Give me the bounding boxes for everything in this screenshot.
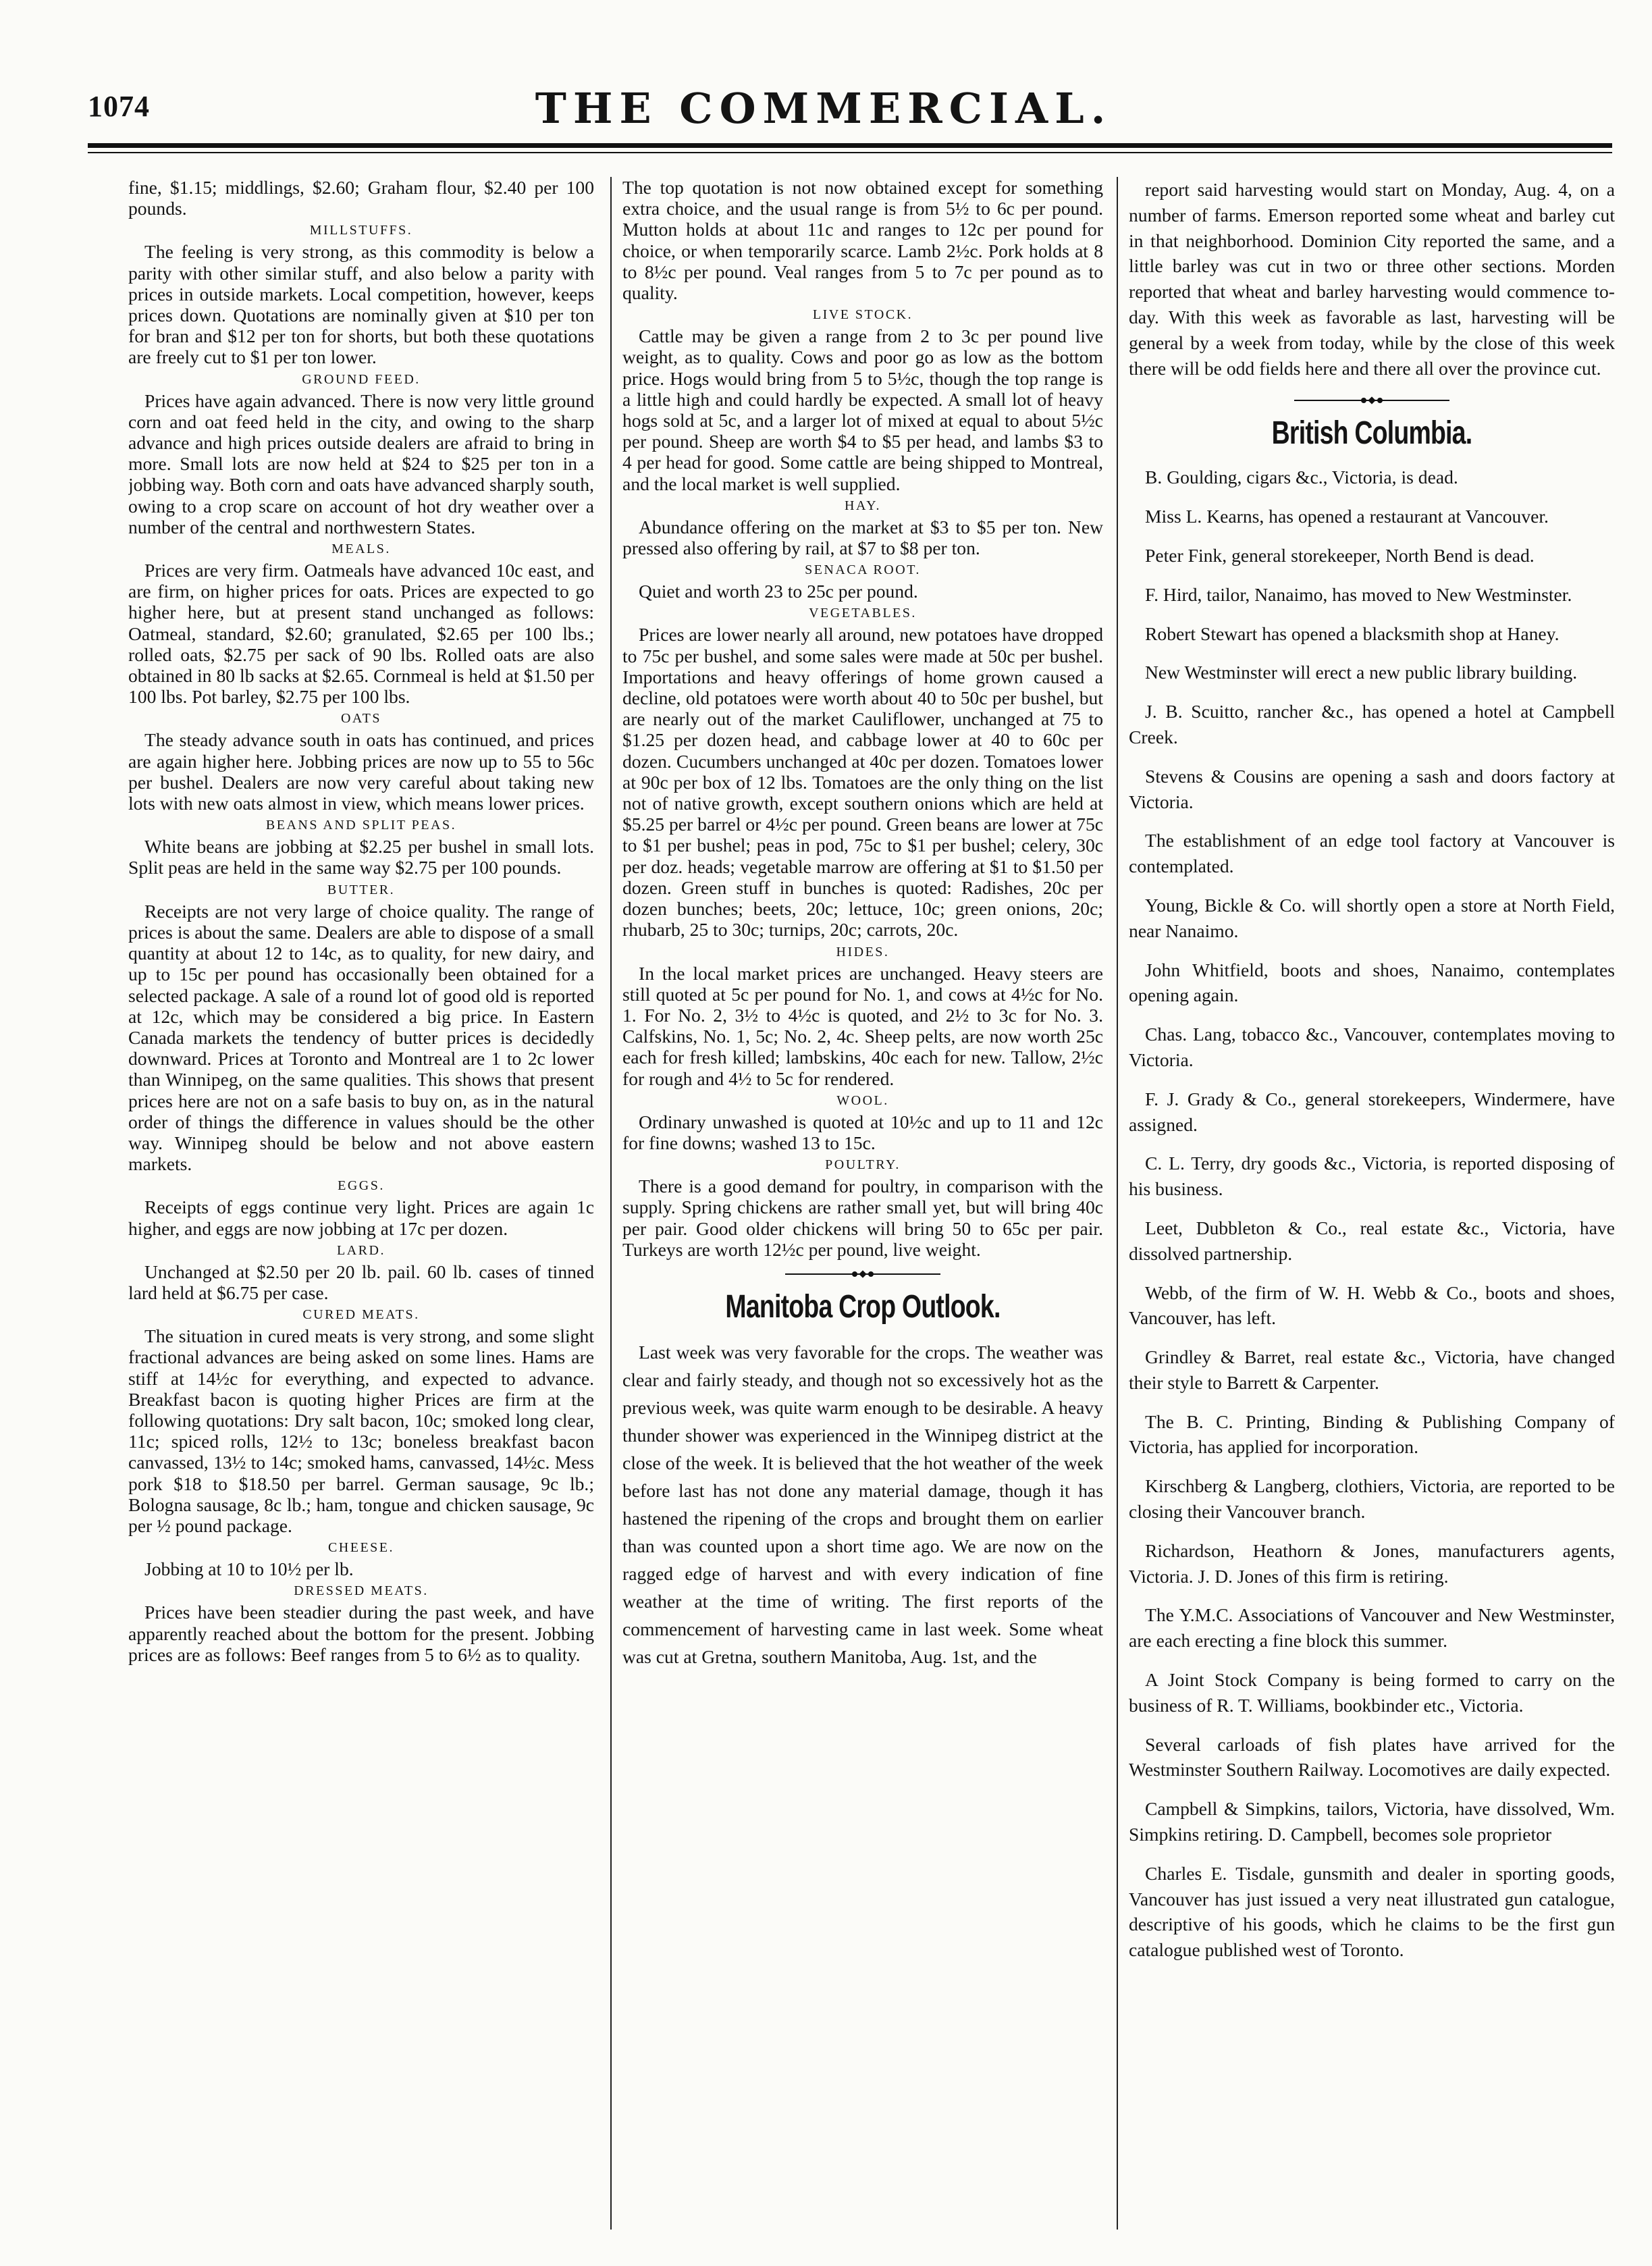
news-item: Webb, of the firm of W. H. Webb & Co., boots and shoes, Vancouver, has left. — [1129, 1282, 1615, 1329]
paragraph: White beans are jobbing at $2.25 per bushel in small lots. Split peas are held in the same way $2.75 per 100 pounds. — [128, 836, 594, 878]
paragraph: Ordinary unwashed is quoted at 10½c and up to 11 and 12c for fine downs; washed 13 to 15c. — [622, 1111, 1103, 1153]
section-heading: GROUND FEED. — [302, 371, 421, 387]
ornamental-divider — [1294, 396, 1449, 405]
section-heading: CHEESE. — [327, 1540, 395, 1556]
section-heading: WOOL. — [836, 1092, 889, 1108]
paragraph: There is a good demand for poultry, in comparison with the supply. Spring chickens are rather small yet, but will bring 40c per pair. Good older chickens will bring 50 to 65c per pair. Turkeys are worth 12½c per pound, live weight. — [622, 1176, 1103, 1260]
news-item: Grindley & Barret, real estate &c., Victoria, have changed their style to Barrett & Carpenter. — [1129, 1346, 1615, 1393]
news-item: New Westminster will erect a new public library building. — [1145, 662, 1578, 683]
paragraph: Receipts of eggs continue very light. Prices are again 1c higher, and eggs are now jobbing at 17c per dozen. — [128, 1196, 594, 1239]
newspaper-title: THE COMMERCIAL. — [535, 84, 1113, 133]
section-heading: POULTRY. — [825, 1157, 901, 1173]
news-item: F. Hird, tailor, Nanaimo, has moved to New Westminster. — [1145, 583, 1572, 605]
news-item: John Whitfield, boots and shoes, Nanaimo, contemplates opening again. — [1129, 959, 1615, 1006]
paragraph: Prices have been steadier during the past week, and have apparently reached about the bottom for the present. Jobbing prices are as follows: Beef ranges from 5 to 6½ as to quality. — [128, 1602, 594, 1665]
paragraph: Quiet and worth 23 to 25c per pound. — [639, 581, 918, 602]
paragraph: fine, $1.15; middlings, $2.60; Graham flour, $2.40 per 100 pounds. — [128, 177, 594, 219]
ornamental-divider — [785, 1269, 940, 1279]
section-heading: HAY. — [845, 498, 881, 513]
column-market-reports-2 — [622, 177, 1103, 2230]
masthead — [0, 0, 1652, 169]
section-heading: BEANS AND SPLIT PEAS. — [265, 818, 457, 833]
section-heading: LARD. — [337, 1242, 385, 1258]
paragraph: Jobbing at 10 to 10½ per lb. — [144, 1558, 354, 1580]
paragraph: The feeling is very strong, as this commodity is below a parity with other similar stuff, and also below a parity with prices in outside markets. Local competition, however, keeps prices down. Quotations are nominally given at $10 per ton for bran and $12 per ton for shorts, but both these quotations are freely cut to $1 per ton lower. — [128, 241, 594, 368]
column-divider — [1117, 177, 1118, 2230]
section-heading: HIDES. — [836, 944, 890, 959]
header-rule-thick — [88, 143, 1612, 148]
section-heading: LIVE STOCK. — [812, 307, 913, 323]
news-item: Peter Fink, general storekeeper, North Bend is dead. — [1145, 544, 1535, 566]
news-item: A Joint Stock Company is being formed to carry on the business of R. T. Williams, bookbinder etc., Victoria. — [1129, 1669, 1615, 1716]
section-heading: BUTTER. — [327, 882, 396, 897]
paragraph: Prices are very firm. Oatmeals have advanced 10c east, and are firm, on higher prices for oats. Prices are expected to go higher here, but at present stand unchanged as follows: Oatmeal, standard, $2.60; granulated, $2.65 per 100 lbs.; rolled oats, $2.75 per sack of 90 lbs. Rolled oats are also obtained in 80 lb sacks at $2.65. Cornmeal is held at $1.50 per 100 lbs. Pot barley, $2.75 per 100 lbs. — [128, 560, 594, 708]
news-item: Stevens & Cousins are opening a sash and doors factory at Victoria. — [1129, 765, 1615, 812]
header-rule-thin — [88, 152, 1612, 153]
paragraph: Abundance offering on the market at $3 to $5 per ton. New pressed also offering by rail, at $7 to $8 per ton. — [622, 516, 1103, 559]
news-item: C. L. Terry, dry goods &c., Victoria, is reported disposing of his business. — [1129, 1153, 1615, 1200]
paragraph: Receipts are not very large of choice quality. The range of prices is about the same. Dealers are able to dispose of a small quantity at about 12 to 14c, as to quality, for new dairy, and up to 15c per pound has occasionally been obtained for a selected package. A sale of a round lot of good old is reported at 12c, which may be considered a big price. In Eastern Canada markets the tendency of butter prices is decidedly downward. Prices at Toronto and Montreal are 1 to 2c lower than Winnipeg, on the same qualities. This shows that present prices here are not on a safe basis to buy on, as in the natural order of things the difference in values should be the other way. Winnipeg should be below and not above eastern markets. — [128, 900, 594, 1175]
news-item: The establishment of an edge tool factory at Vancouver is contemplated. — [1129, 830, 1615, 877]
paragraph: The steady advance south in oats has continued, and prices are again higher here. Jobbing prices are now up to 55 to 56c per bushel. Dealers are now very careful about taking new lots with new oats almost in view, which means lower prices. — [128, 729, 594, 814]
news-item: Robert Stewart has opened a blacksmith shop at Haney. — [1145, 623, 1560, 644]
article-title: British Columbia. — [1271, 415, 1472, 452]
section-heading: SENACA ROOT. — [805, 562, 921, 578]
column-divider — [610, 177, 612, 2230]
news-item: Chas. Lang, tobacco &c., Vancouver, contemplates moving to Victoria. — [1129, 1024, 1615, 1070]
news-item: F. J. Grady & Co., general storekeepers, Windermere, have assigned. — [1129, 1088, 1615, 1135]
news-item: Leet, Dubbleton & Co., real estate &c., Victoria, have dissolved partnership. — [1129, 1217, 1615, 1264]
section-heading: DRESSED MEATS. — [294, 1583, 429, 1599]
paragraph: The top quotation is not now obtained except for something extra choice, and the usual range is from 5½ to 6c per pound. Mutton holds at about 11c and ranges to 12c per pound for choice, or when temporarily scarce. Lamb 2½c. Pork holds at 8 to 8½c per pound. Veal ranges from 5 to 7c per pound as to quality. — [622, 177, 1103, 304]
column-market-reports-1 — [128, 177, 594, 2230]
section-heading: EGGS. — [338, 1178, 385, 1194]
news-item: Kirschberg & Langberg, clothiers, Victoria, are reported to be closing their Vancouver branch. — [1129, 1475, 1615, 1523]
section-heading: CURED MEATS. — [302, 1307, 420, 1323]
news-item: Young, Bickle & Co. will shortly open a store at North Field, near Nanaimo. — [1129, 894, 1615, 941]
news-item: Campbell & Simpkins, tailors, Victoria, have dissolved, Wm. Simpkins retiring. D. Campbell, becomes sole proprietor — [1129, 1798, 1615, 1845]
news-item: Charles E. Tisdale, gunsmith and dealer in sporting goods, Vancouver has just issued a very neat illustrated gun catalogue, descriptive of his goods, which he claims to be the first gun catalogue published west of Toronto. — [1129, 1862, 1615, 1961]
news-item: Several carloads of fish plates have arrived for the Westminster Southern Railway. Locomotives are daily expected. — [1129, 1733, 1615, 1781]
column-news — [1129, 177, 1615, 2230]
paragraph: Cattle may be given a range from 2 to 3c per pound live weight, as to quality. Cows and poor go as low as the bottom price. Hogs would bring from 5 to 5½c, though the top range is a little high and could hardly be expected. A small lot of heavy hogs sold at 5c, and a larger lot of mixed at equal to about 5½c per pound. Sheep are worth $4 to $5 per head, and lambs $3 to 4 per head for good. Some cattle are being shipped to Montreal, and the local market is well supplied. — [622, 325, 1103, 494]
paragraph: Prices have again advanced. There is now very little ground corn and oat feed held in the city, and owing to the sharp advance and high prices outside dealers are afraid to bring in more. Small lots are now held at $24 to $25 per ton in a jobbing way. Both corn and oats have advanced sharply south, owing to a crop scare on account of hot dry weather over a number of the central and northwestern States. — [128, 390, 594, 537]
news-item: The Y.M.C. Associations of Vancouver and New Westminster, are each erecting a fine block this summer. — [1129, 1604, 1615, 1652]
paragraph: Prices are lower nearly all around, new potatoes have dropped to 75c per bushel, and some sales were made at 50c per bushel. Importations and heavy offerings of home grown caused a decline, old potatoes were worth about 40 to 50c per bushel, but are nearly out of the market Cauliflower, unchanged at 75 to $1.25 per dozen head, and cabbage lower at 40 to 60c per dozen. Cucumbers unchanged at 40c per dozen. Tomatoes lower at 90c per box of 12 lbs. Tomatoes are the only thing on the list not of native growth, except southern onions which are held at $5.25 per barrel or 4½c per pound. Green beans are lower at 75c to $1 per bushel; peas in pod, 75c to $1 per bushel; celery, 30c per doz. heads; vegetable marrow are offering at $1 to $1.50 per dozen. Green stuff in bunches is quoted: Radishes, 20c per dozen bunches; beets, 20c; lettuce, 10c; green onions, 20c; rhubarb, 25 to 30c; turnips, 20c; carrots, 20c. — [622, 624, 1103, 941]
article-title: Manitoba Crop Outlook. — [725, 1288, 1001, 1325]
section-heading: OATS — [340, 711, 381, 727]
paragraph: Unchanged at $2.50 per 20 lb. pail. 60 lb. cases of tinned lard held at $6.75 per case. — [128, 1261, 594, 1303]
article-body — [622, 1338, 1103, 1670]
paragraph: Last week was very favorable for the crops. The weather was clear and fairly steady, and though not so excessively hot as the previous week, was quite warm enough to be desirable. A heavy thunder shower was experienced in the Winnipeg district at the close of the week. It is believed that the hot weather of the week before last has not done any material damage, though it has hastened the ripening of the crops and brought them on earlier than was counted upon a short time ago. We are now on the ragged edge of harvest and with every indication of fine weather at the time of writing. The first reports of the commencement of harvesting came in last week. Some wheat was cut at Gretna, southern Manitoba, Aug. 1st, and the — [622, 1341, 1103, 1667]
news-item: Miss L. Kearns, has opened a restaurant at Vancouver. — [1145, 506, 1549, 527]
page-number: 1074 — [88, 90, 150, 123]
paragraph: The situation in cured meats is very strong, and some slight fractional advances are being asked on some lines. Hams are stiff at 14½c for everything, and expected to advance. Breakfast bacon is quoting higher Prices are firm at the following quotations: Dry salt bacon, 10c; smoked long clear, 11c; spiced rolls, 12½ to 13c; boneless breakfast bacon canvassed, 13½ to 14c; smoked hams, canvassed, 14½c. Mess pork $18 to $18.50 per barrel. German sausage, 9c lb.; Bologna sausage, 8c lb.; ham, tongue and chicken sausage, 9c per ½ pound package. — [128, 1325, 594, 1536]
news-item: Richardson, Heathorn & Jones, manufacturers agents, Victoria. J. D. Jones of this firm is retiring. — [1129, 1539, 1615, 1587]
paragraph: In the local market prices are unchanged. Heavy steers are still quoted at 5c per pound for No. 1, and cows at 4½c for No. 1. For No. 2, 3½ to 4½c is quoted, and 2½ to 3c for No. 3. Calfskins, No. 1, 5c; No. 2, 4c. Sheep pelts, are now worth 25c each for fresh killed; lambskins, 40c each for new. Tallow, 2½c for rough and 4½ to 5c for rendered. — [622, 962, 1103, 1089]
section-heading: VEGETABLES. — [809, 606, 917, 621]
news-item: J. B. Scuitto, rancher &c., has opened a hotel at Campbell Creek. — [1129, 701, 1615, 747]
section-heading: MILLSTUFFS. — [309, 223, 413, 238]
paragraph: report said harvesting would start on Monday, Aug. 4, on a number of farms. Emerson reported some wheat and barley cut in that neighborhood. Dominion City reported the same, and a little barley was cut in two or three other sections. Morden reported that wheat and barley harvesting would commence to-day. With this week as favorable as last, harvesting will be general by a week from today, while by the close of this week there will be odd fields here and there all over the province cut. — [1129, 179, 1615, 379]
section-heading: MEALS. — [331, 542, 391, 557]
news-item: The B. C. Printing, Binding & Publishing Company of Victoria, has applied for incorporation. — [1129, 1411, 1615, 1458]
news-item: B. Goulding, cigars &c., Victoria, is dead. — [1145, 467, 1458, 488]
